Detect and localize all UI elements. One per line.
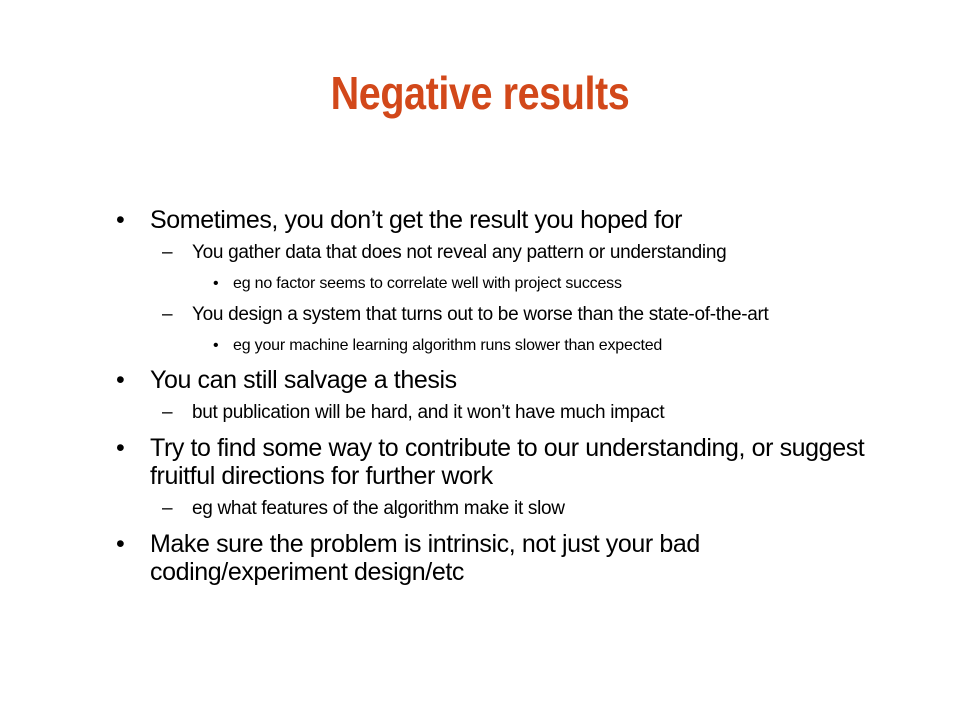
bullet-text: eg no factor seems to correlate well with project success <box>233 275 622 292</box>
bullet-text: Try to find some way to contribute to our understanding, or suggest fruitful directions for further work <box>150 434 865 490</box>
bullet-text: Make sure the problem is intrinsic, not just your bad coding/experiment design/etc <box>150 530 700 586</box>
bullet-text: You can still salvage a thesis <box>150 366 457 394</box>
bullet-level2 <box>110 498 890 520</box>
bullet-text: eg what features of the algorithm make it slow <box>192 498 565 519</box>
dash-marker: – <box>162 498 173 519</box>
dash-marker: – <box>162 304 173 325</box>
bullet-text: Sometimes, you don’t get the result you hoped for <box>150 206 683 234</box>
bullet-level3 <box>110 274 890 294</box>
bullet-level1 <box>110 366 890 394</box>
bullet-level1 <box>110 206 890 234</box>
bullet-marker: • <box>116 434 125 462</box>
slide-title: Negative results <box>330 67 630 119</box>
dash-marker: – <box>162 402 173 423</box>
bullet-marker: • <box>116 366 125 394</box>
bullet-marker: • <box>213 337 219 354</box>
bullet-marker: • <box>116 206 125 234</box>
bullet-text: You design a system that turns out to be worse than the state-of-the-art <box>192 304 769 325</box>
bullet-level2 <box>110 242 890 264</box>
bullet-level1 <box>110 434 890 490</box>
bullet-level3 <box>110 336 890 356</box>
bullet-text: You gather data that does not reveal any pattern or understanding <box>192 242 727 263</box>
bullet-marker: • <box>116 530 125 558</box>
bullet-level2 <box>110 402 890 424</box>
bullet-text: eg your machine learning algorithm runs slower than expected <box>233 337 663 354</box>
bullet-text: but publication will be hard, and it won’t have much impact <box>192 402 665 423</box>
bullet-level2 <box>110 304 890 326</box>
dash-marker: – <box>162 242 173 263</box>
bullet-level1 <box>110 530 890 586</box>
slide-body <box>110 206 890 594</box>
bullet-marker: • <box>213 275 219 292</box>
